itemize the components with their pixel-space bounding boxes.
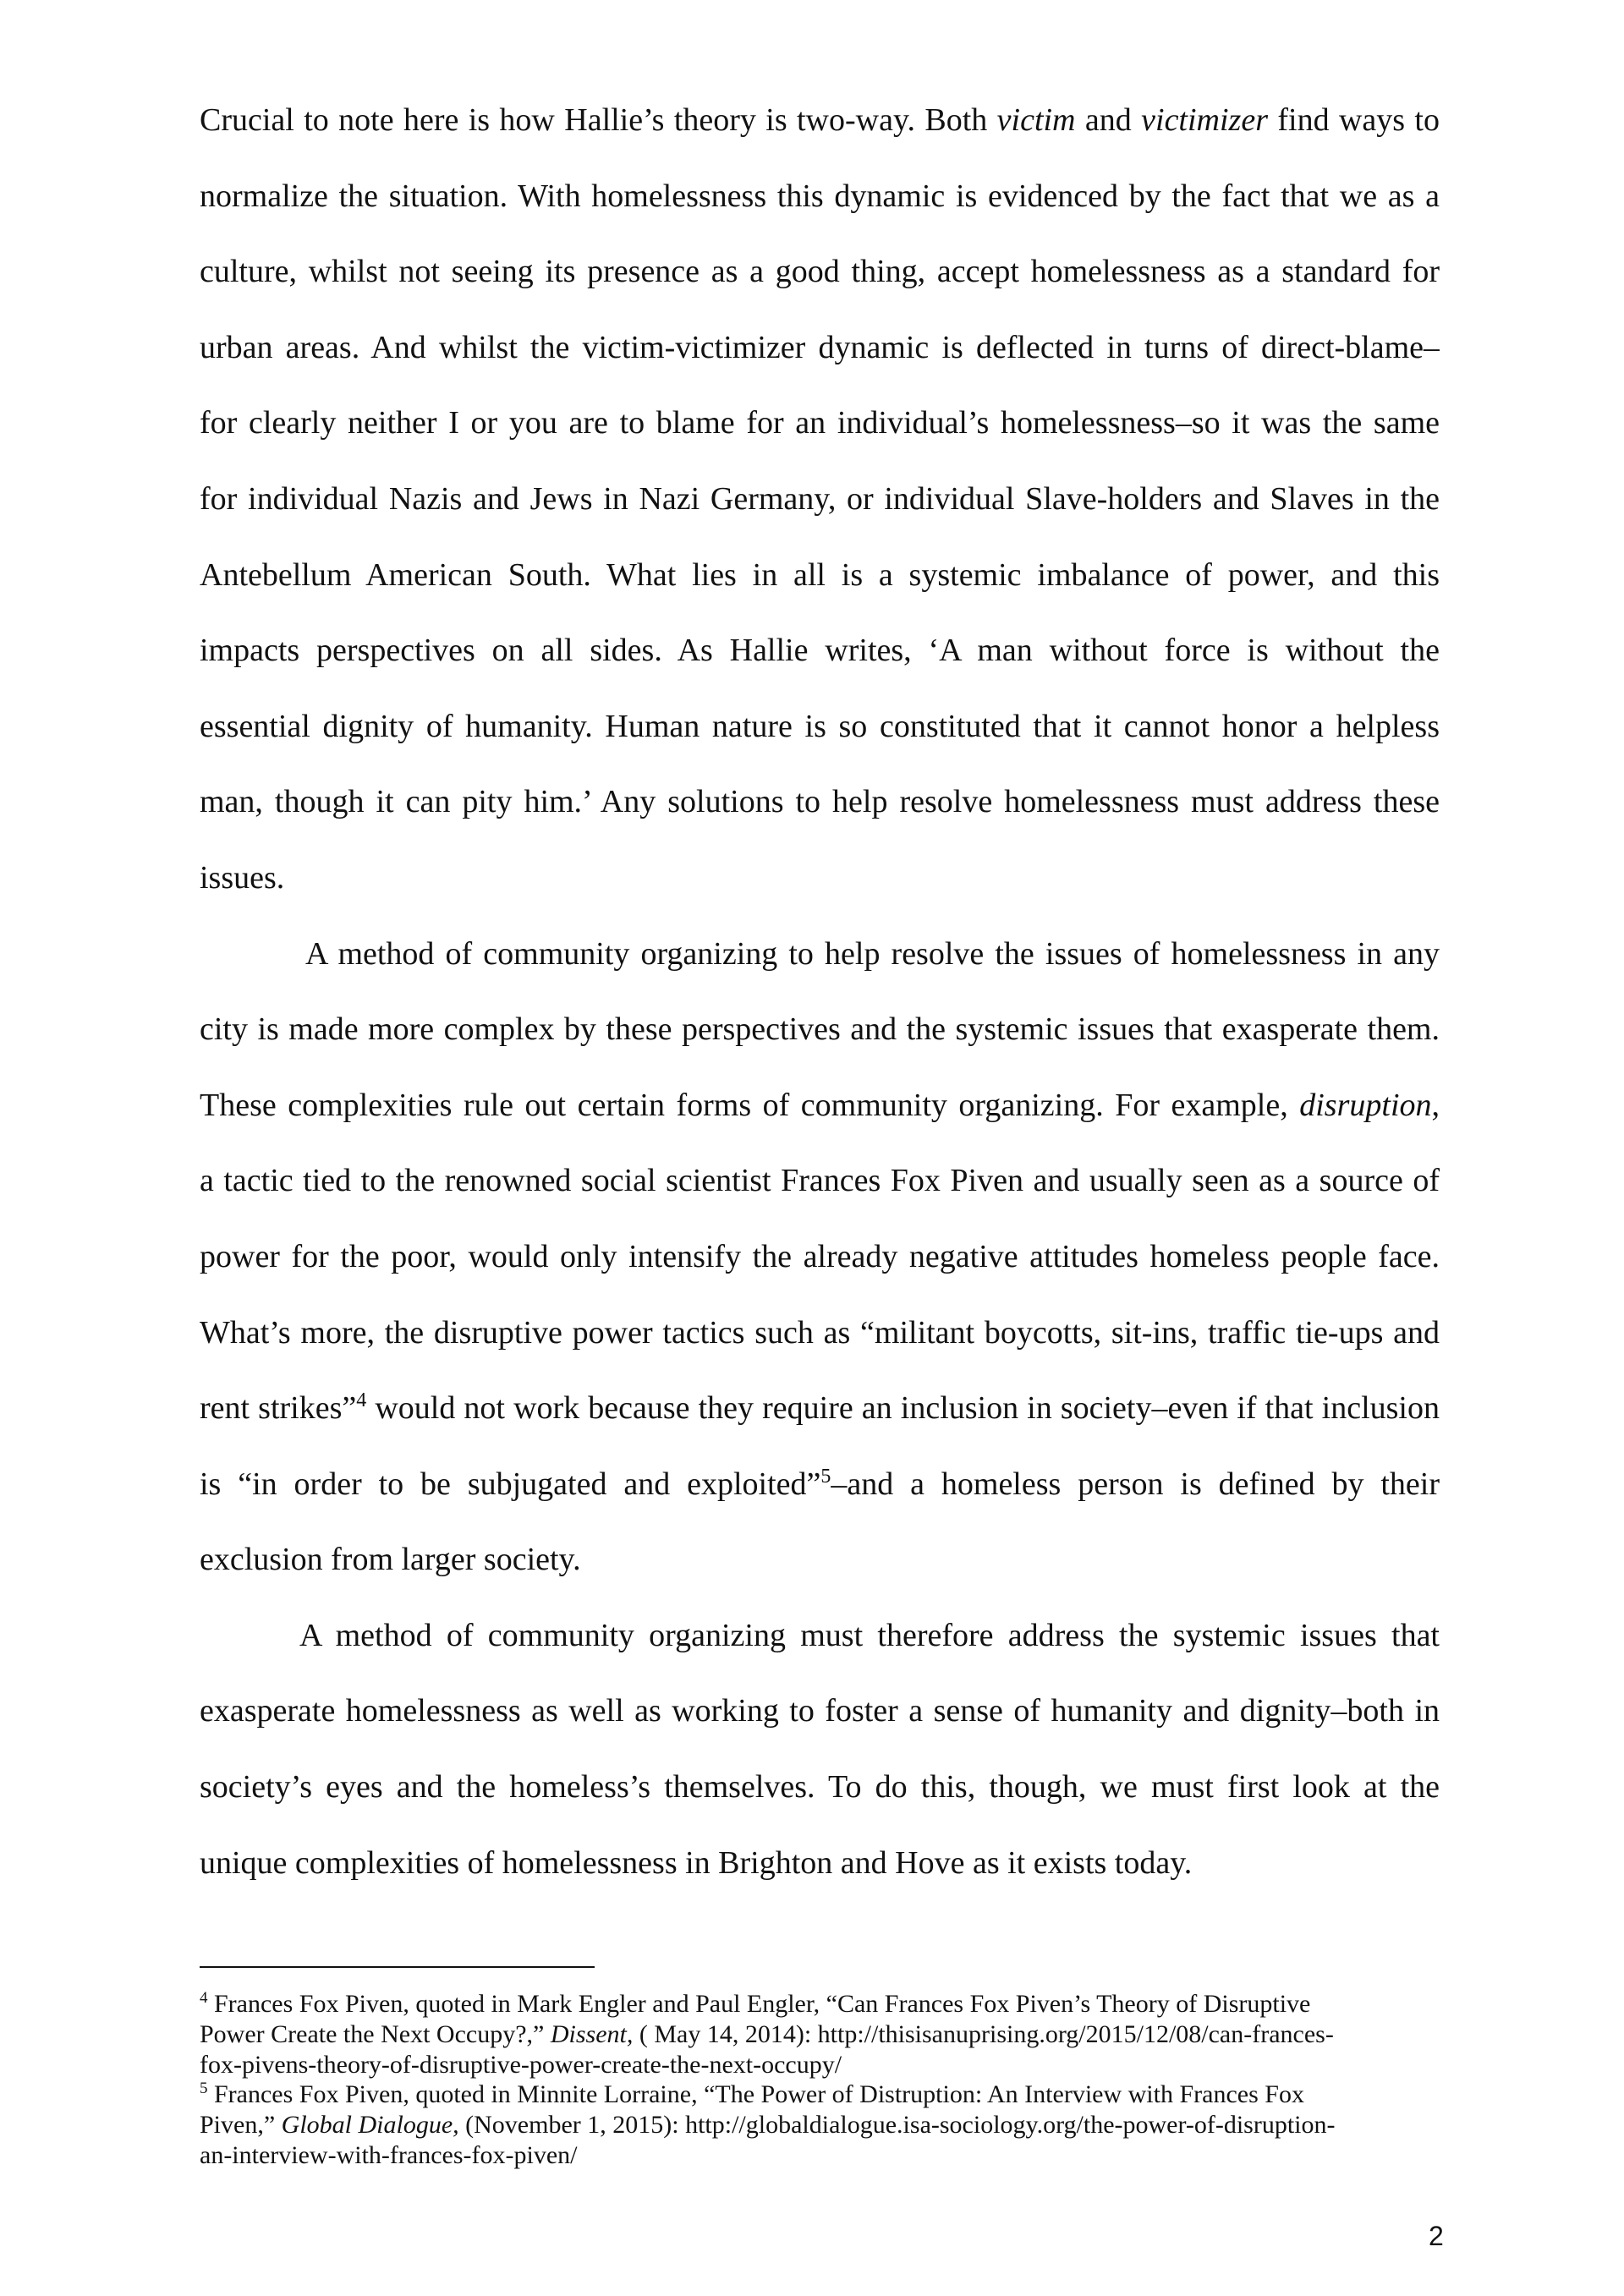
text-run: exasperate homelessness as well as working to foster a sense of humanity and dignity–both in (200, 1693, 1440, 1729)
text-run: Frances Fox Piven, quoted in Mark Engler and Paul Engler, “Can Frances Fox Piven’s Theory of Disruptive (207, 1990, 1311, 2018)
text-run: fox-pivens-theory-of-disruptive-power-create-the-next-occupy/ (200, 2050, 842, 2079)
paragraph (200, 1598, 1440, 1901)
text-run: society’s eyes and the homeless’s themselves. To do this, though, we must first look at the (200, 1769, 1440, 1806)
italic-text: Global Dialogue, (281, 2111, 459, 2140)
footnote-line (200, 2019, 1440, 2050)
footnote-line (200, 2050, 1440, 2080)
italic-text: victimizer (1141, 102, 1268, 138)
text-line (200, 841, 1440, 917)
text-line (200, 1826, 1440, 1902)
text-run: unique complexities of homelessness in Brighton and Hove as it exists today. (200, 1844, 1193, 1881)
text-line (200, 310, 1440, 386)
text-run: Antebellum American South. What lies in all is a systemic imbalance of power, and this (200, 556, 1440, 593)
text-run: would not work because they require an inclusion in society–even if that inclusion (366, 1390, 1440, 1427)
text-line (200, 917, 1440, 993)
text-line (200, 1447, 1440, 1523)
footnote-line (200, 2110, 1440, 2140)
text-line (200, 1674, 1440, 1750)
text-line (200, 1068, 1440, 1144)
text-run: for clearly neither I or you are to blame for an individual’s homelessness–so it was the same (200, 405, 1440, 441)
text-line (200, 992, 1440, 1068)
text-run: Power Create the Next Occupy?,” (200, 2019, 551, 2048)
text-run: power for the poor, would only intensify the already negative attitudes homeless people face. (200, 1238, 1440, 1274)
text-run: ( May 14, 2014): http://thisisanuprising.org/2015/12/08/can-frances- (633, 2019, 1334, 2048)
text-line (200, 234, 1440, 310)
text-line (200, 462, 1440, 538)
italic-text: Dissent, (550, 2019, 634, 2048)
footnote-ref[interactable]: 5 (820, 1465, 831, 1488)
text-line (200, 159, 1440, 235)
text-line (200, 386, 1440, 462)
text-line (200, 613, 1440, 689)
italic-text: disruption (1299, 1087, 1432, 1123)
text-line (200, 1143, 1440, 1219)
text-run: (November 1, 2015): http://globaldialogue.isa-sociology.org/the-power-of-disruption- (458, 2111, 1336, 2140)
text-run: A method of community organizing must therefore address the systemic issues that (299, 1617, 1440, 1653)
footnotes (200, 1989, 1440, 2171)
text-run: an-interview-with-frances-fox-piven/ (200, 2140, 578, 2169)
footnote-ref[interactable]: 4 (200, 1989, 208, 2007)
text-run: is “in order to be subjugated and exploited” (200, 1466, 821, 1502)
text-run: for individual Nazis and Jews in Nazi Germany, or individual Slave-holders and Slaves in the (200, 480, 1440, 517)
text-run: A method of community organizing to help resolve the issues of homelessness in any (305, 935, 1440, 972)
text-run: impacts perspectives on all sides. As Hallie writes, ‘A man without force is without the (200, 633, 1440, 669)
body-text (200, 83, 1440, 1901)
footnote-line (200, 2080, 1440, 2110)
footnote-line (200, 2140, 1440, 2171)
footnote-ref[interactable]: 4 (356, 1389, 367, 1412)
text-run: Crucial to note here is how Hallie’s theory is two-way. Both (200, 102, 997, 138)
text-run: find ways to (1268, 102, 1440, 138)
footnote-line (200, 1989, 1440, 2019)
text-line (200, 1219, 1440, 1296)
text-run: What’s more, the disruptive power tactics such as “militant boycotts, sit-ins, traffic tie-ups and (200, 1314, 1440, 1351)
text-line (200, 1598, 1440, 1674)
page-number: 2 (1429, 2221, 1444, 2251)
paragraph (200, 917, 1440, 1598)
footnote-separator (200, 1966, 595, 1968)
text-run: city is made more complex by these perspectives and the systemic issues that exasperate them. (200, 1011, 1440, 1048)
text-run: and (1075, 102, 1142, 138)
text-run: –and a homeless person is defined by their (831, 1466, 1440, 1502)
text-line (200, 689, 1440, 765)
text-run: rent strikes” (200, 1390, 357, 1427)
text-run: These complexities rule out certain forms of community organizing. For example, (200, 1087, 1300, 1123)
footnote-ref[interactable]: 5 (200, 2080, 208, 2098)
text-line (200, 1371, 1440, 1447)
text-line (200, 538, 1440, 614)
paragraph (200, 83, 1440, 917)
text-line (200, 764, 1440, 841)
text-run: essential dignity of humanity. Human nature is so constituted that it cannot honor a helpless (200, 708, 1440, 744)
text-run: urban areas. And whilst the victim-victimizer dynamic is deflected in turns of direct-blame– (200, 329, 1440, 365)
text-run: a tactic tied to the renowned social scientist Frances Fox Piven and usually seen as a source of (200, 1163, 1440, 1199)
text-line (200, 1750, 1440, 1826)
text-line (200, 1522, 1440, 1598)
text-run: man, though it can pity him.’ Any solutions to help resolve homelessness must address these (200, 784, 1440, 820)
text-run: issues. (200, 859, 285, 896)
text-run: , (1431, 1087, 1440, 1123)
text-line (200, 1296, 1440, 1372)
text-run: Frances Fox Piven, quoted in Minnite Lorraine, “The Power of Distruption: An Interview with Frances Fox (207, 2080, 1304, 2109)
italic-text: victim (996, 102, 1076, 138)
text-run: normalize the situation. With homelessness this dynamic is evidenced by the fact that we as a (200, 178, 1440, 214)
text-run: exclusion from larger society. (200, 1542, 581, 1578)
text-run: culture, whilst not seeing its presence as a good thing, accept homelessness as a standard for (200, 254, 1440, 290)
text-run: Piven,” (200, 2111, 282, 2140)
text-line (200, 83, 1440, 159)
